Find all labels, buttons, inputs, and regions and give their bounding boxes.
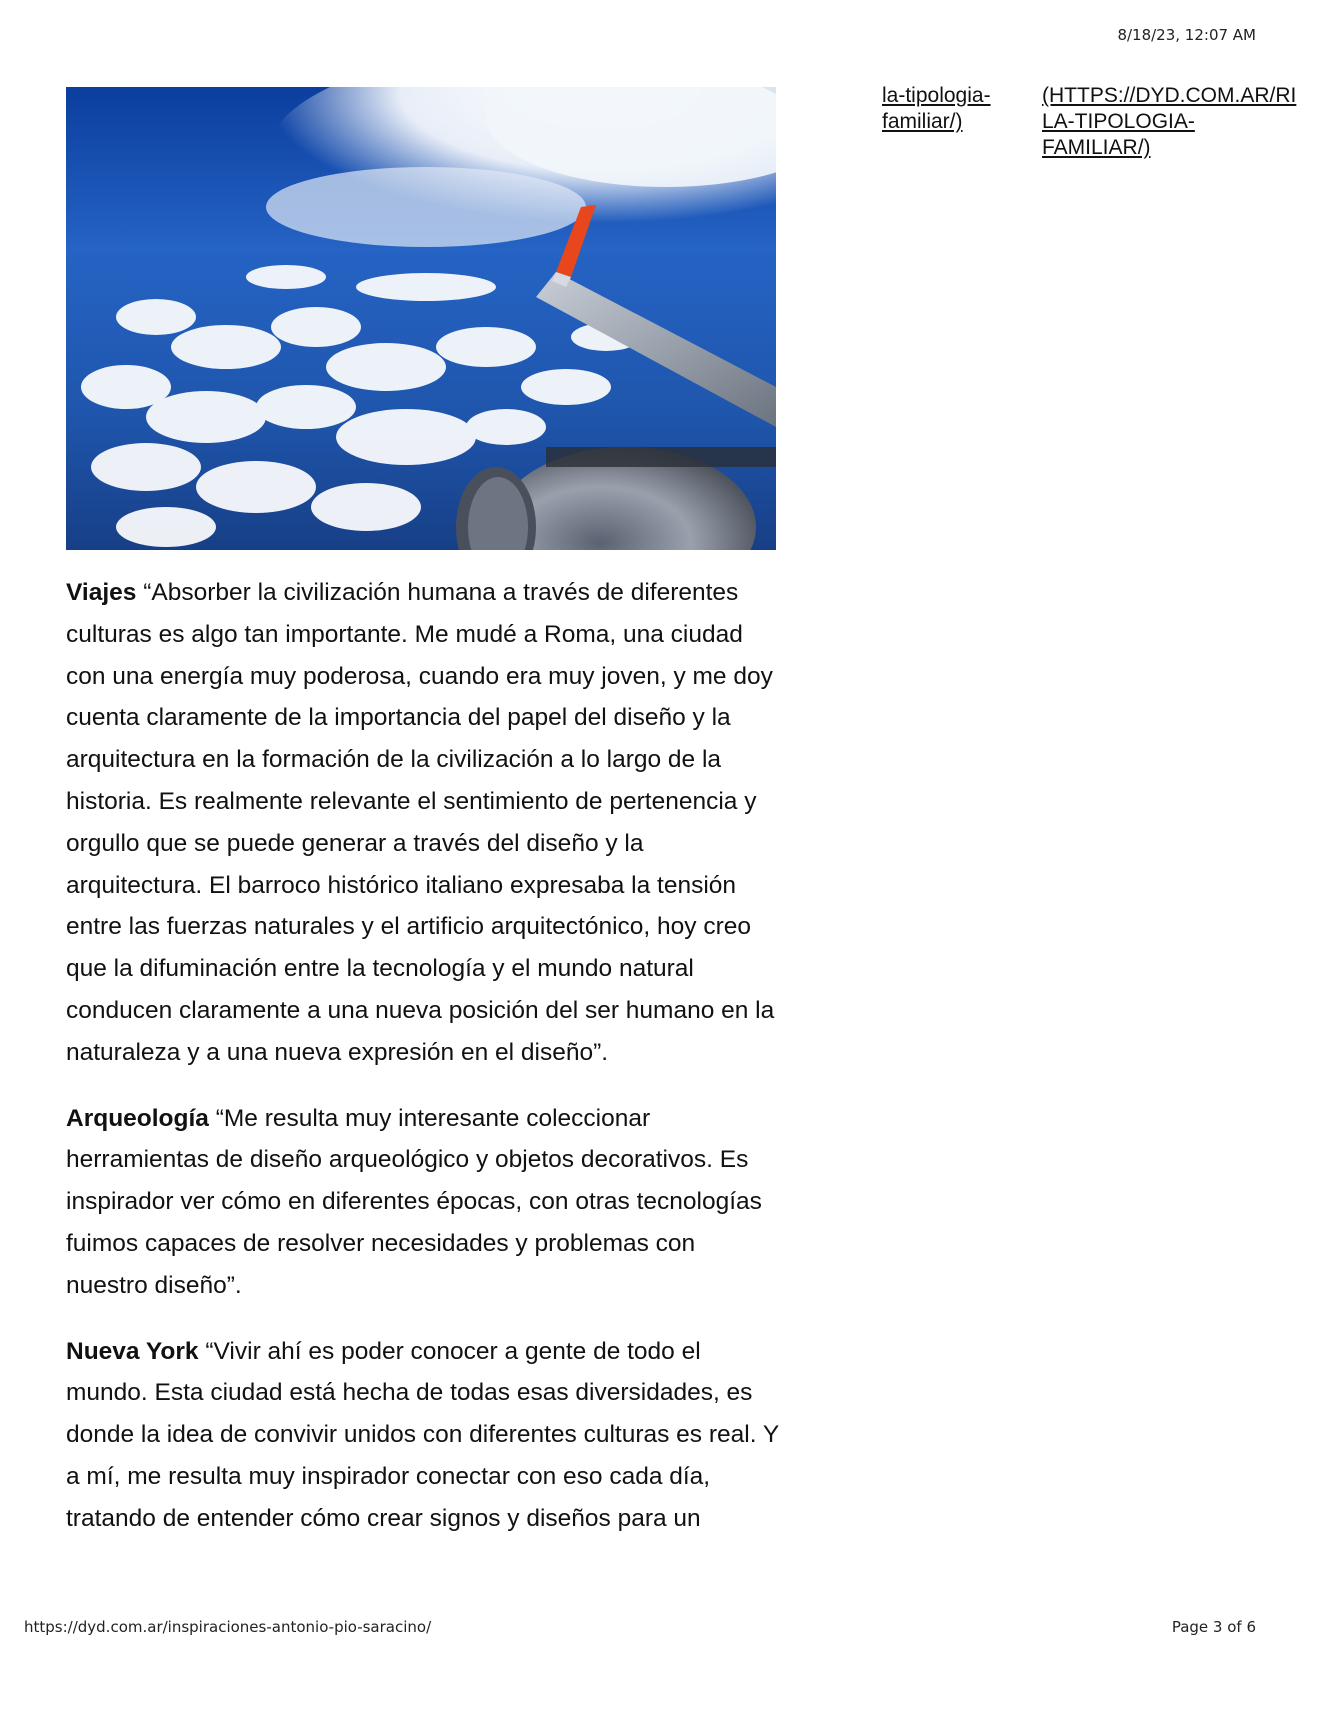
paragraph-keyword: Viajes <box>66 579 137 606</box>
print-timestamp: 8/18/23, 12:07 AM <box>1117 26 1256 44</box>
related-link-slug-line1: la-tipologia- <box>882 84 991 107</box>
article-hero-image <box>66 87 776 550</box>
airplane-wing-clouds-illustration <box>66 87 776 550</box>
related-link-slug-line2: familiar/) <box>882 110 963 133</box>
related-link-slug[interactable] <box>882 83 1022 135</box>
paragraph-keyword: Nueva York <box>66 1337 199 1365</box>
paragraph-viajes <box>66 572 782 1074</box>
paragraph-nueva-york <box>66 1331 782 1540</box>
related-link-url-line2: LA-TIPOLOGIA- <box>1042 110 1195 133</box>
related-link-url[interactable] <box>1042 83 1312 161</box>
paragraph-text: “Vivir ahí es poder conocer a gente de todo el mundo. Esta ciudad está hecha de todas esas diversidades, es donde la idea de convivir unidos con diferentes culturas es real. Y a mí, me resulta muy inspirador conectar con eso cada día, tratando de entender cómo crear signos y diseños para un <box>66 1337 779 1532</box>
print-page-number: Page 3 of 6 <box>1171 1618 1256 1636</box>
related-link-url-line1: (HTTPS://DYD.COM.AR/RI <box>1042 84 1297 107</box>
paragraph-text: “Me resulta muy interesante coleccionar herramientas de diseño arqueológico y objetos decorativos. Es inspirador ver cómo en diferentes épocas, con otras tecnologías fuimos capaces de resolver necesidades y problemas con nuestro diseño”. <box>66 1104 762 1299</box>
related-link-url-line3: FAMILIAR/) <box>1042 136 1151 159</box>
paragraph-text: “Absorber la civilización humana a través de diferentes culturas es algo tan importante. Me mudé a Roma, una ciudad con una energía muy poderosa, cuando era muy joven, y me doy cuenta claramente de la importancia del papel del diseño y la arquitectura en la formación de la civilización a lo largo de la historia. Es realmente relevante el sentimiento de pertenencia y orgullo que se puede generar a través del diseño y la arquitectura. El barroco histórico italiano expresaba la tensión entre las fuerzas naturales y el artificio arquitectónico, hoy creo que la difuminación entre la tecnología y el mundo natural conducen claramente a una nueva posición del ser humano en la naturaleza y a una nueva expresión en el diseño”. <box>66 579 775 1066</box>
article-body <box>66 572 782 1564</box>
paragraph-arqueologia <box>66 1098 782 1307</box>
paragraph-keyword: Arqueología <box>66 1104 209 1132</box>
print-url: https://dyd.com.ar/inspiraciones-antonio-pio-saracino/ <box>24 1618 432 1636</box>
